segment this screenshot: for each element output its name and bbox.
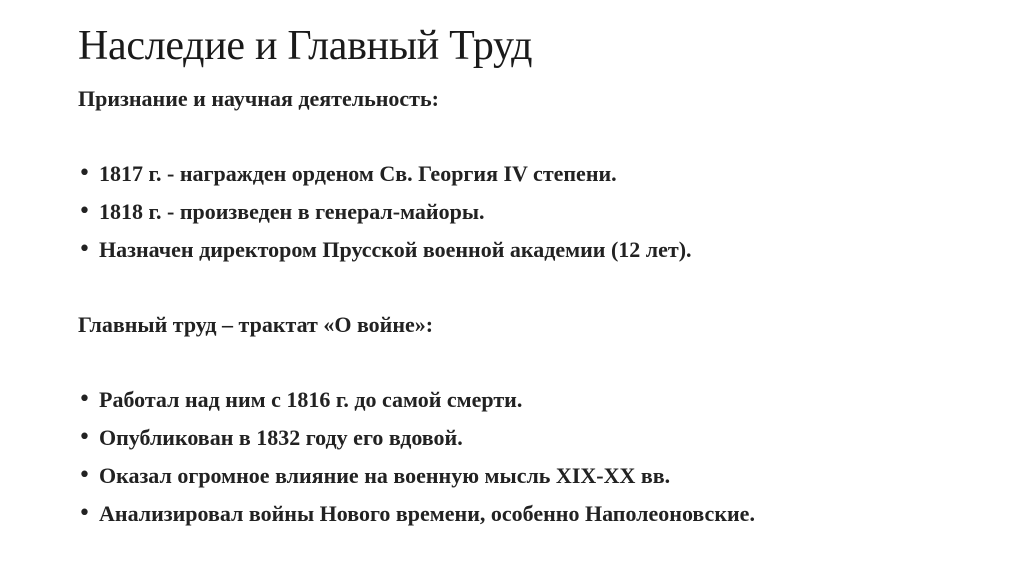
spacer	[78, 118, 978, 155]
list-item	[78, 155, 978, 193]
list-item-text: Оказал огромное влияние на военную мысль XIX-XX вв.	[99, 463, 671, 488]
list-item	[78, 231, 978, 269]
list-item-text: Работал над ним с 1816 г. до самой смерти.	[99, 387, 523, 412]
list-item	[78, 193, 978, 231]
bullet-icon: •	[78, 161, 91, 186]
bullet-icon: •	[78, 463, 91, 488]
spacer	[78, 344, 978, 381]
list-item-text: 1817 г. - награжден орденом Св. Георгия IV степени.	[99, 161, 617, 186]
list-item-text: Опубликован в 1832 году его вдовой.	[99, 425, 463, 450]
bullet-icon: •	[78, 425, 91, 450]
list-item	[78, 495, 978, 533]
bullet-icon: •	[78, 501, 91, 526]
spacer	[78, 269, 978, 306]
slide-title: Наследие и Главный Труд	[78, 23, 533, 69]
list-item	[78, 381, 978, 419]
section-heading-main-work: Главный труд – трактат «О войне»:	[78, 312, 434, 337]
list-item-text: Анализировал войны Нового времени, особенно Наполеоновские.	[99, 501, 755, 526]
list-item	[78, 419, 978, 457]
list-item-text: Назначен директором Прусской военной академии (12 лет).	[99, 237, 692, 262]
bullet-icon: •	[78, 199, 91, 224]
bullet-icon: •	[78, 237, 91, 262]
section-heading-recognition: Признание и научная деятельность:	[78, 86, 439, 111]
recognition-list	[78, 155, 978, 269]
list-item	[78, 457, 978, 495]
main-work-list	[78, 381, 978, 533]
list-item-text: 1818 г. - произведен в генерал-майоры.	[99, 199, 485, 224]
slide-content	[78, 80, 978, 533]
bullet-icon: •	[78, 387, 91, 412]
